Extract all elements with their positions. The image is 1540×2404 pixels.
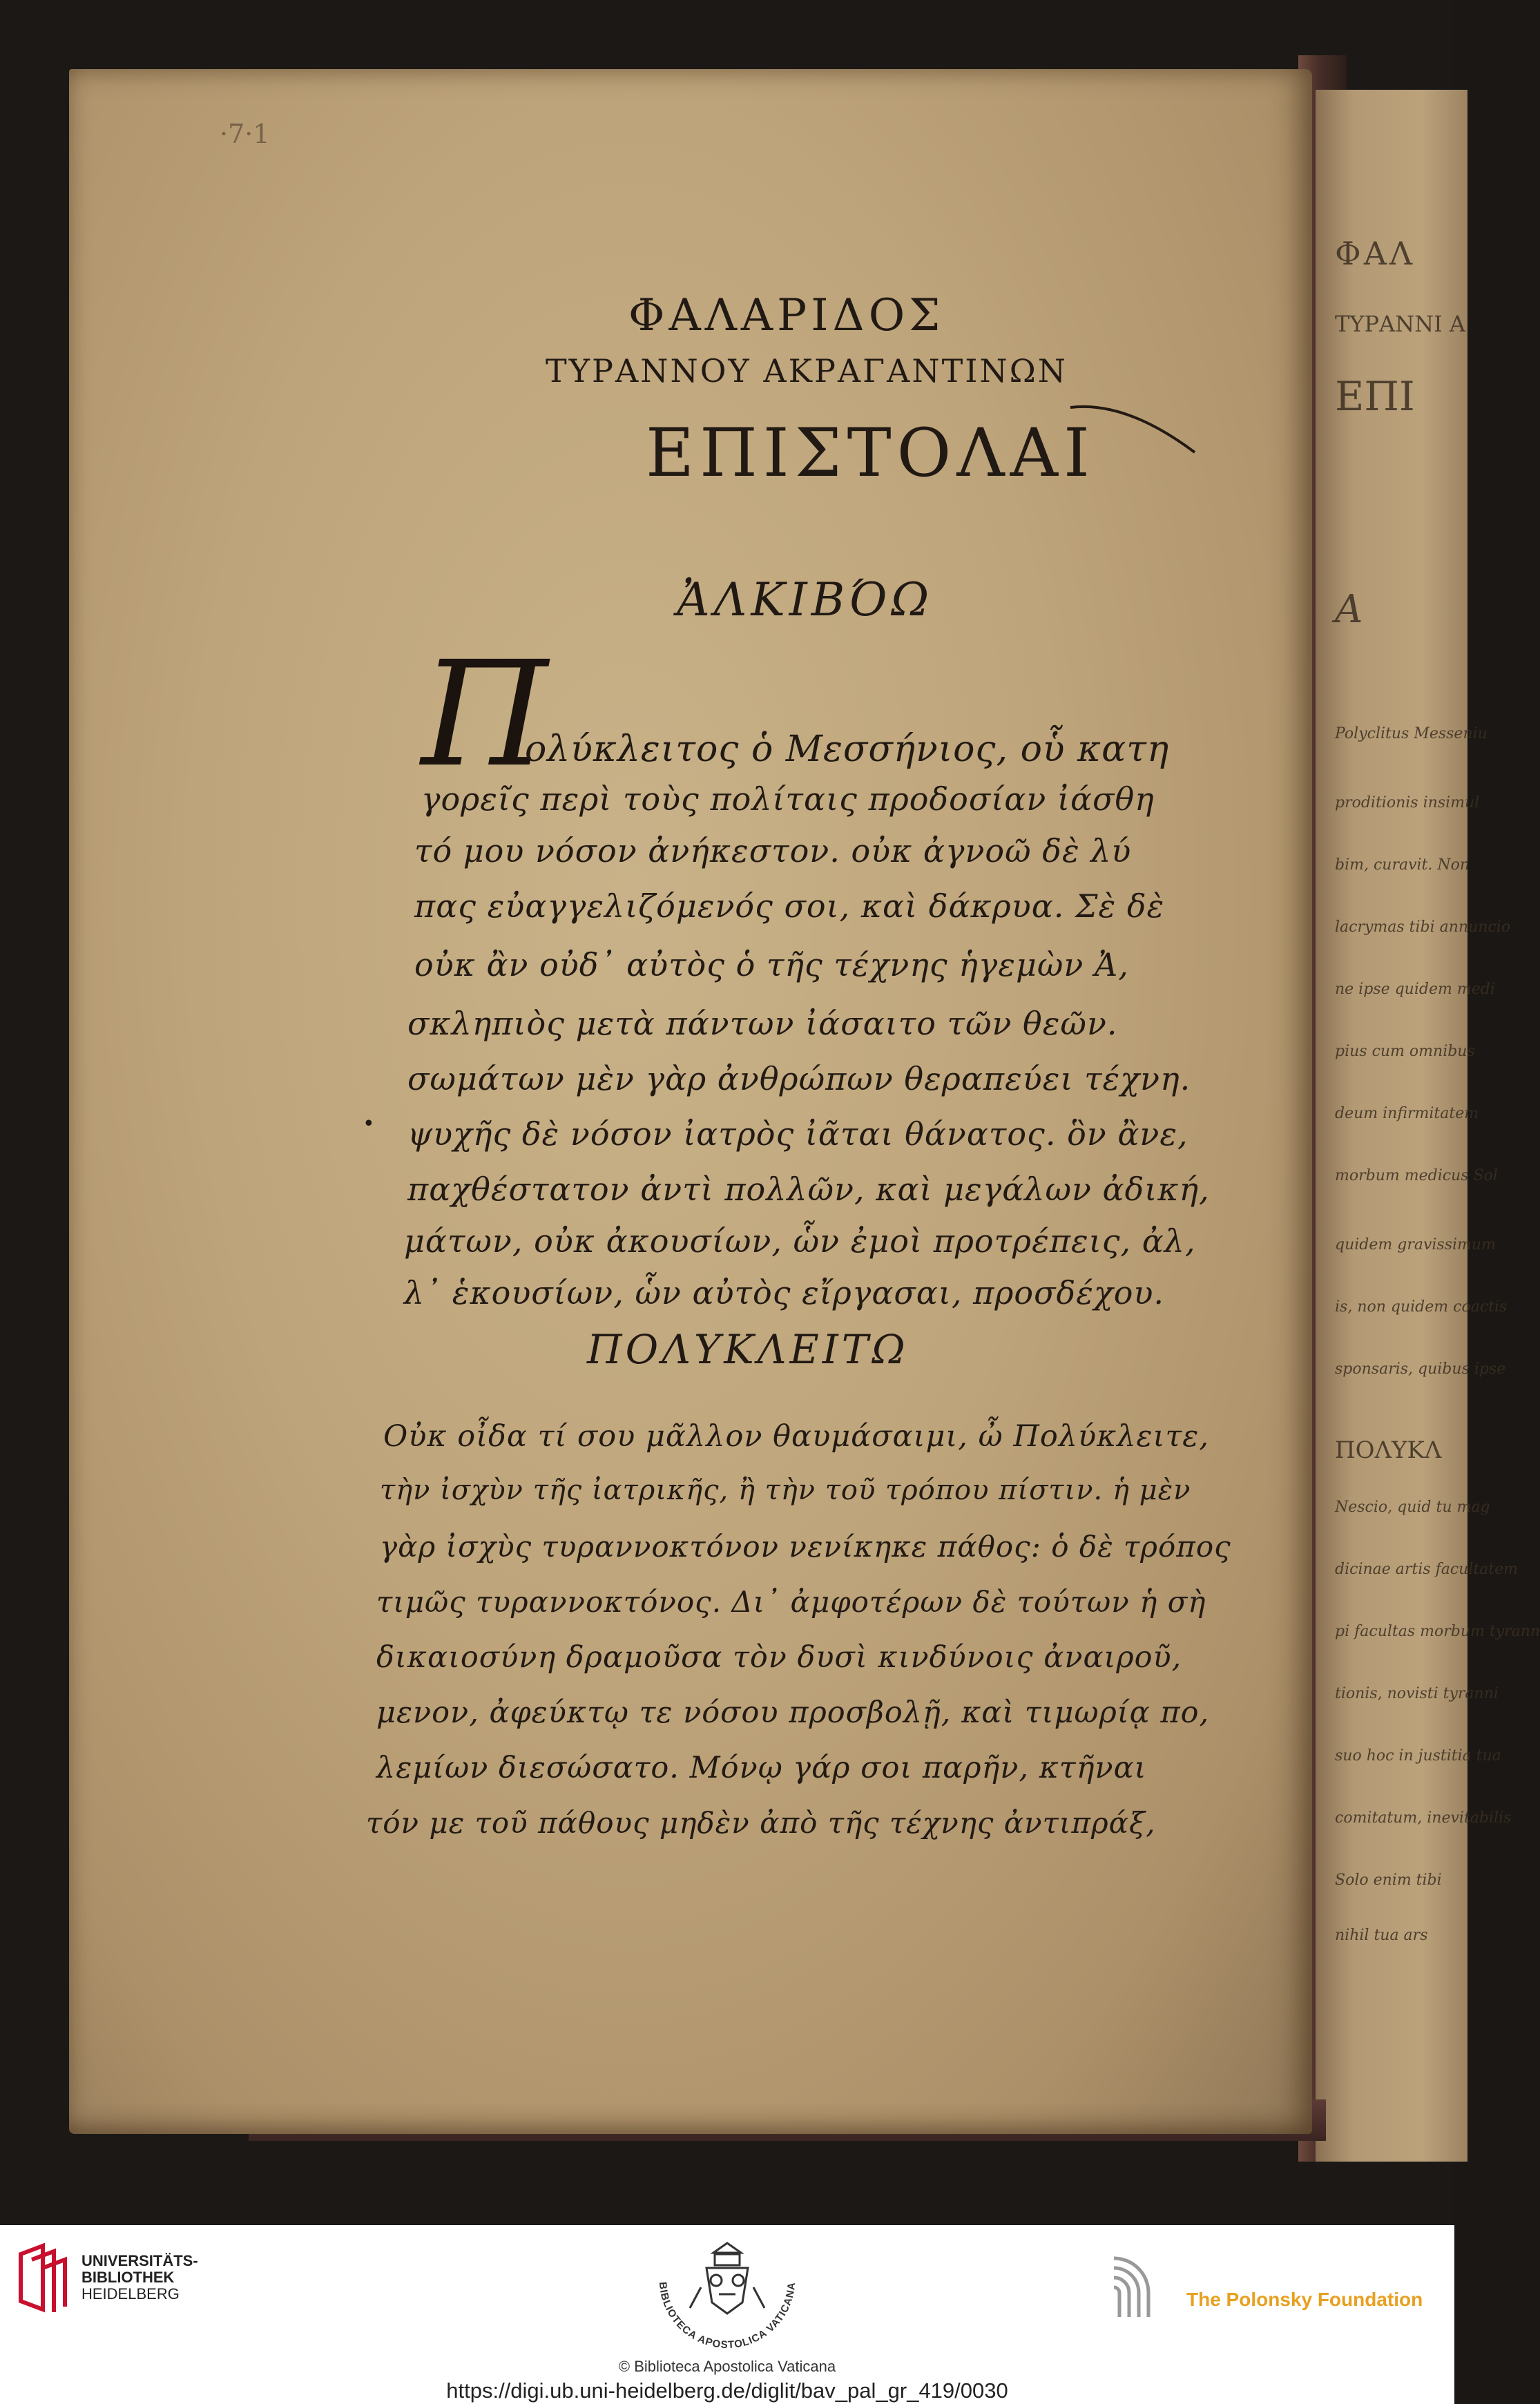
- university-library-name: [81, 2253, 198, 2302]
- title-line-2: ΤΥΡΑΝΝΟΥ ΑΚΡΑΓΑΝΤΙΝΩΝ: [546, 352, 1068, 390]
- text-line: λ᾽ ἑκουσίων, ὧν αὐτὸς εἴργασαι, προσδέχου.: [404, 1274, 1165, 1311]
- facing-line: ne ipse quidem medi: [1335, 981, 1495, 998]
- folio-number: ·7·1: [220, 119, 270, 149]
- facing-line: lacrymas tibi annuncio: [1335, 919, 1511, 936]
- facing-line: Nescio, quid tu mag: [1335, 1499, 1490, 1516]
- facing-line: deum infirmitatem: [1335, 1105, 1479, 1122]
- university-line-2: BIBLIOTHEK: [81, 2269, 175, 2286]
- text-line: ολύκλειτος ὁ Μεσσήνιος, οὗ κατη: [525, 729, 1170, 770]
- facing-line: morbum medicus Sol: [1335, 1167, 1498, 1184]
- text-line: γορεῖς περὶ τοὺς πολίταις προδοσίαν ἰάσθη: [421, 780, 1155, 818]
- text-line: μάτων, οὐκ ἀκουσίων, ὧν ἐμοὶ προτρέπεις, ἀλ,: [404, 1222, 1196, 1260]
- university-line-1: UNIVERSITÄTS-: [81, 2252, 198, 2269]
- facing-line: quidem gravissimum: [1335, 1236, 1496, 1253]
- text-line: μενον, ἀφεύκτῳ τε νόσου προσβολῇ, καὶ τιμωρίᾳ πο,: [376, 1695, 1210, 1730]
- facing-line: nihil tua ars: [1335, 1927, 1428, 1944]
- text-line: Οὐκ οἶδα τί σου μᾶλλον θαυμάσαιμι, ὦ Πολύκλειτε,: [383, 1419, 1210, 1454]
- facing-line: pi facultas morbum tyrann: [1335, 1623, 1540, 1640]
- facing-line: pius cum omnibus: [1335, 1043, 1475, 1060]
- facing-line: ΕΠΙ: [1335, 373, 1415, 420]
- text-line: σκληπιὸς μετὰ πάντων ἰάσαιτο τῶν θεῶν.: [407, 1005, 1118, 1042]
- heidelberg-library-logo-icon: [15, 2240, 73, 2316]
- facing-line: bim, curavit. Non: [1335, 856, 1470, 874]
- facing-line: ΤΥΡΑΝΝΙ Α: [1335, 311, 1466, 337]
- text-line: τιμῶς τυραννοκτόνος. Δι᾽ ἀμφοτέρων δὲ τούτων ἡ σὴ: [376, 1585, 1206, 1619]
- text-line: γὰρ ἰσχὺς τυραννοκτόνον νενίκηκε πάθος: ὁ δὲ τρόπος: [380, 1530, 1231, 1564]
- text-line: πας εὐαγγελιζόμενός σοι, καὶ δάκρυα. Σὲ δὲ: [414, 887, 1165, 925]
- text-line: οὐκ ἂν οὐδ᾽ αὐτὸς ὁ τῆς τέχνης ἡγεμὼν Ἀ,: [414, 946, 1129, 983]
- facing-line: sponsaris, quibus ipse: [1335, 1360, 1506, 1378]
- vatican-arc-text: BIBLIOTECA APOSTOLICA VATICANA: [656, 2281, 798, 2352]
- text-line: τόν με τοῦ πάθους μηδὲν ἀπὸ τῆς τέχνης ἀντιπράξ,: [366, 1806, 1156, 1840]
- text-line: παχθέστατον ἀντὶ πολλῶν, καὶ μεγάλων ἀδική,: [407, 1171, 1210, 1208]
- facing-line: Solo enim tibi: [1335, 1872, 1442, 1889]
- decorated-initial: Π: [421, 630, 548, 799]
- letter-heading-polykleito: ΠΟΛΥΚΛΕΙΤΩ: [587, 1326, 909, 1373]
- facing-line: suo hoc in justitia tua: [1335, 1747, 1501, 1764]
- footer-bar: [0, 2225, 1454, 2404]
- source-url-link[interactable]: https://digi.ub.uni-heidelberg.de/diglit/bav_pal_gr_419/0030: [446, 2378, 1008, 2403]
- vatican-library-emblem-icon: [632, 2239, 822, 2356]
- facing-line: Polyclitus Messeniu: [1335, 725, 1488, 742]
- svg-text:BIBLIOTECA APOSTOLICA VATICANA: [657, 2281, 798, 2351]
- polonsky-foundation-name: The Polonsky Foundation: [1186, 2289, 1423, 2310]
- title-line-3: ΕΠΙΣΤΟΛΑΙ: [646, 414, 1095, 492]
- text-line: σωμάτων μὲν γὰρ ἀνθρώπων θεραπεύει τέχνη.: [407, 1060, 1191, 1097]
- facing-line: comitatum, inevitabilis: [1335, 1809, 1512, 1827]
- facing-line: dicinae artis facultatem: [1335, 1561, 1519, 1578]
- university-line-3: HEIDELBERG: [81, 2285, 180, 2302]
- facing-line: is, non quidem coactis: [1335, 1298, 1508, 1316]
- text-line: λεμίων διεσώσατο. Μόνῳ γάρ σοι παρῆν, κτῆναι: [376, 1751, 1147, 1785]
- facing-line: proditionis insimul: [1335, 794, 1480, 811]
- facing-line: ΦΑΛ: [1335, 235, 1416, 272]
- copyright-text: © Biblioteca Apostolica Vaticana: [618, 2358, 836, 2375]
- letter-heading-alkibos: ἈΛΚΙΒΌΩ: [677, 573, 934, 626]
- polonsky-foundation-logo-icon: [1108, 2244, 1184, 2320]
- title-line-1: ΦΑΛΑΡΙΔΟΣ: [628, 290, 945, 341]
- facing-line: ΠΟΛΥΚΛ: [1335, 1436, 1442, 1464]
- facing-page: [1316, 90, 1540, 2162]
- text-line: δικαιοσύνη δραμοῦσα τὸν δυσὶ κινδύνοις ἀναιροῦ,: [376, 1640, 1182, 1675]
- facing-line: Α: [1335, 587, 1363, 632]
- text-line: τό μου νόσον ἀνήκεστον. οὐκ ἀγνοῶ δὲ λύ: [414, 832, 1132, 869]
- text-line: ψυχῆς δὲ νόσον ἰατρὸς ἰᾶται θάνατος. ὃν ἂνε,: [407, 1115, 1188, 1153]
- text-line: τὴν ἰσχὺν τῆς ἰατρικῆς, ἢ τὴν τοῦ τρόπου πίστιν. ἡ μὲν: [380, 1474, 1191, 1506]
- margin-mark: •: [363, 1112, 375, 1136]
- facing-line: tionis, novisti tyranni: [1335, 1685, 1499, 1702]
